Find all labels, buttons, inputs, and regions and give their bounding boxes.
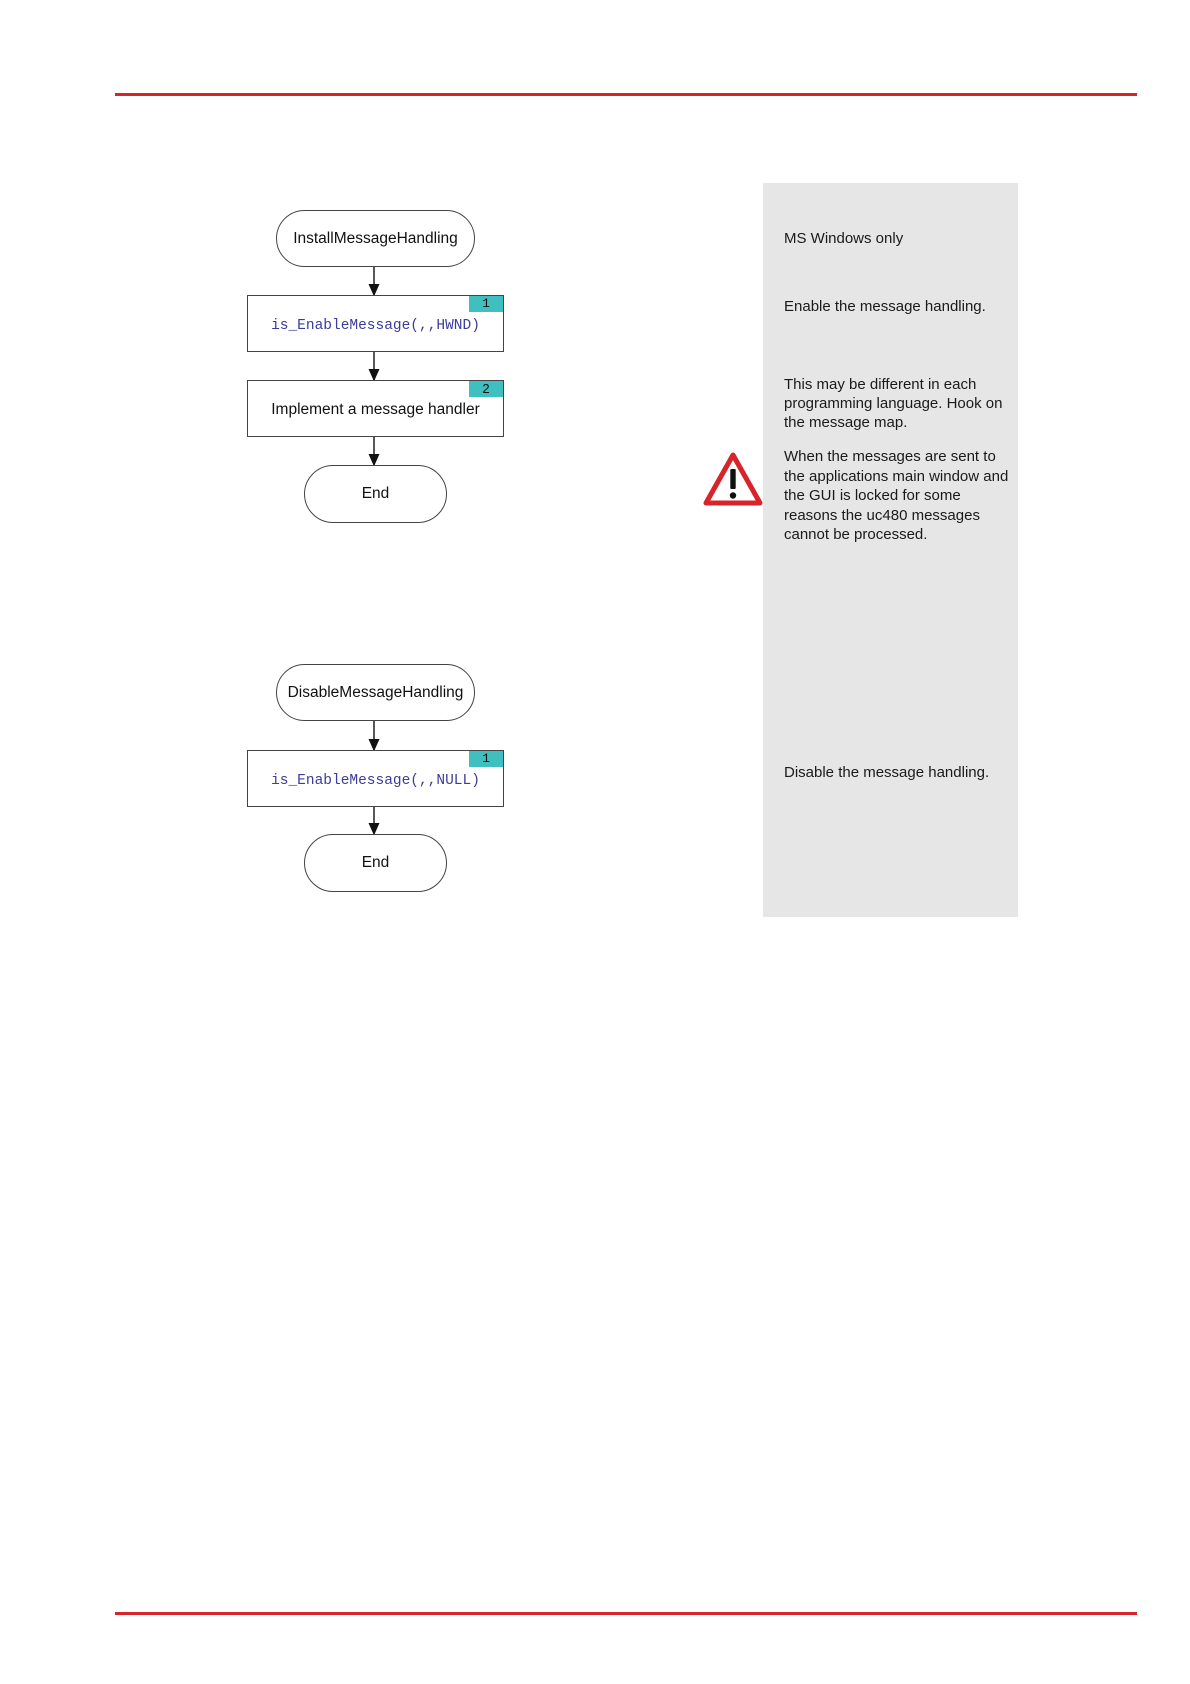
note-handler: This may be different in each programming language. Hook on the message map. xyxy=(784,376,1003,431)
note-platform: MS Windows only xyxy=(784,230,904,247)
step-label: is_EnableMessage(,,HWND) xyxy=(271,317,480,334)
step-number-badge: 1 xyxy=(469,751,503,767)
end-node xyxy=(304,834,447,892)
step-implement-handler xyxy=(247,380,504,437)
note-enable: Enable the message handling. xyxy=(784,298,986,315)
step-number-badge: 2 xyxy=(469,381,503,397)
step-label: Implement a message handler xyxy=(271,400,480,418)
step-enable-message-null xyxy=(247,750,504,807)
start-label: DisableMessageHandling xyxy=(287,683,464,701)
start-disable-message-handling xyxy=(276,664,475,721)
step-enable-message-hwnd xyxy=(247,295,504,352)
end-node xyxy=(304,465,447,523)
end-label: End xyxy=(361,485,390,502)
note-disable: Disable the message handling. xyxy=(784,764,990,781)
step-label: is_EnableMessage(,,NULL) xyxy=(271,772,480,789)
note-warning: When the messages are sent to the applications main window and the GUI is locked for some reasons the uc480 messages cannot be processed. xyxy=(784,448,1009,543)
warning-triangle-icon xyxy=(703,452,763,506)
notes-panel xyxy=(763,183,1018,917)
footer-rule xyxy=(115,1612,1137,1615)
step-number-badge: 1 xyxy=(469,296,503,312)
start-install-message-handling xyxy=(276,210,475,267)
start-label: InstallMessageHandling xyxy=(293,229,458,247)
end-label: End xyxy=(361,854,390,871)
